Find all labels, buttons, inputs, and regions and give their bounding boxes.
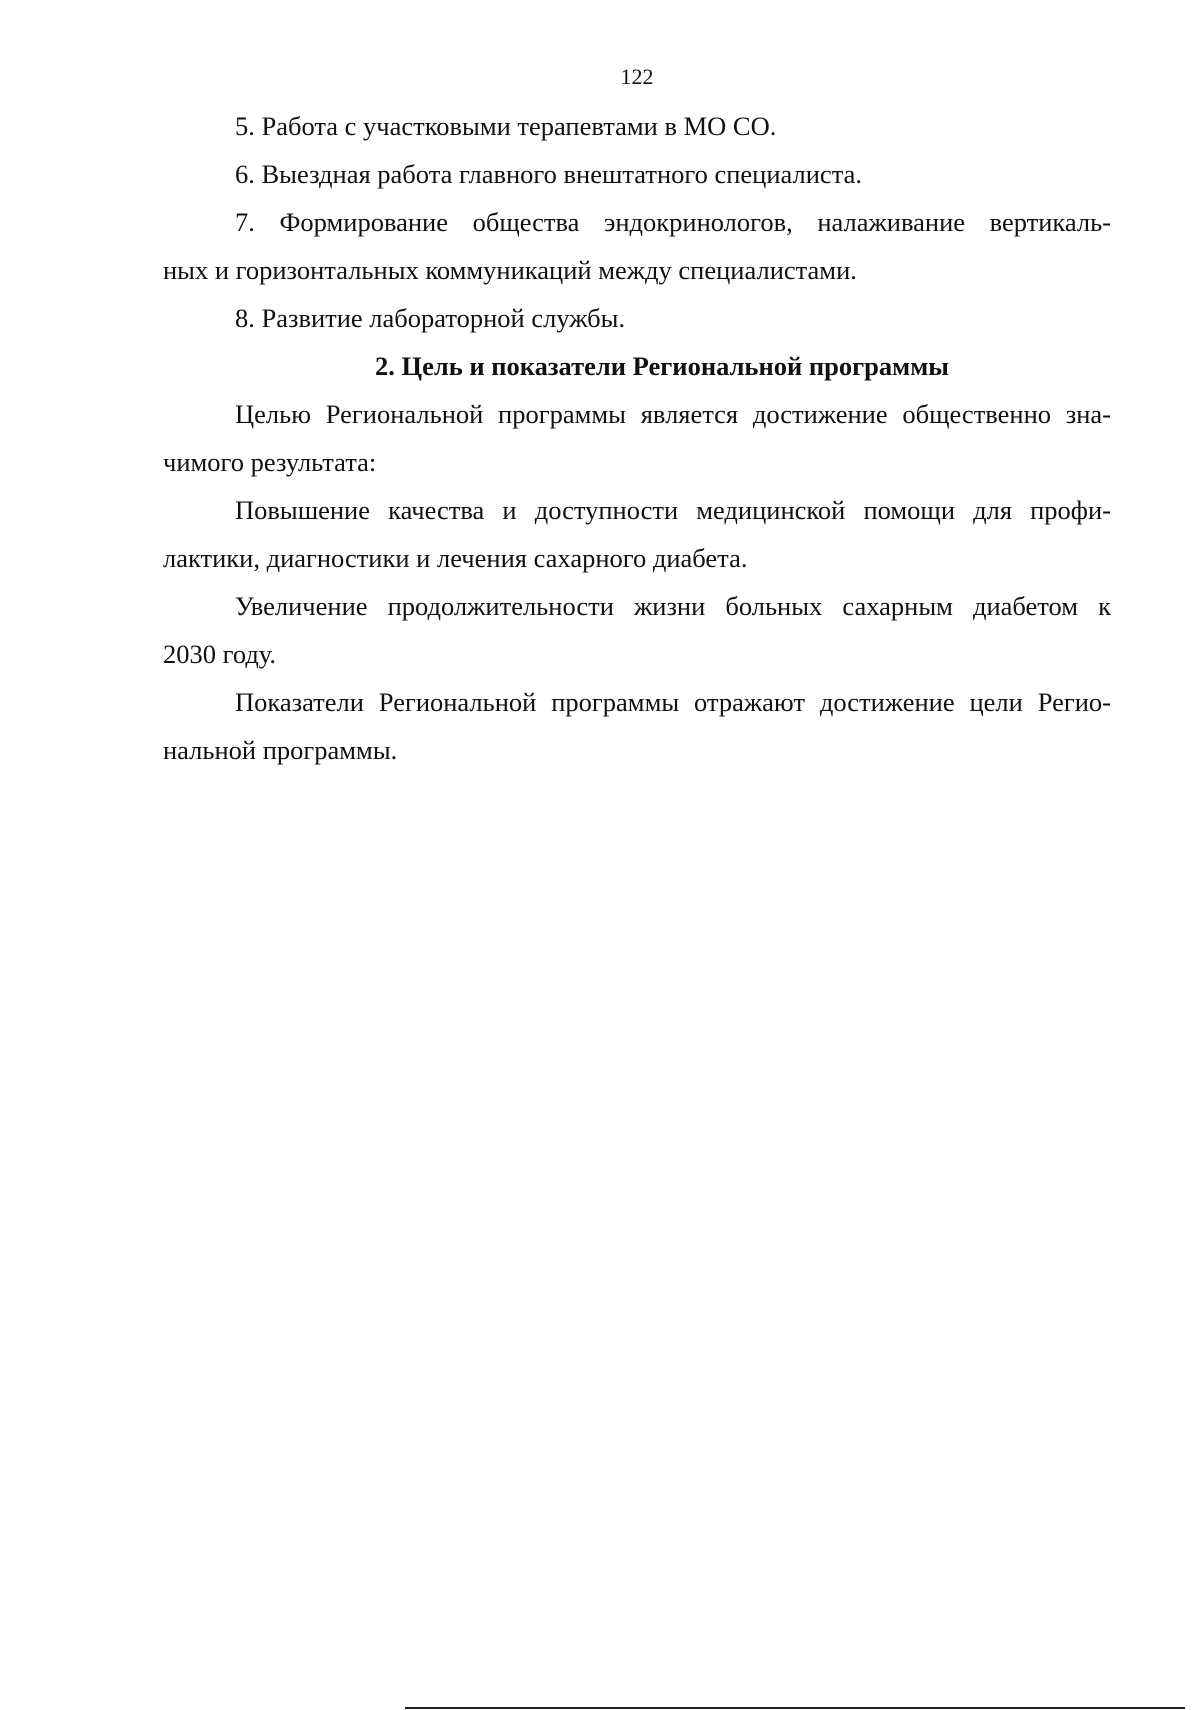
paragraph-goal-line-1: Целью Региональной программы является достижение общественно зна- [235, 399, 1111, 429]
footer-rule [405, 1707, 1185, 1709]
paragraph-quality-line-1: Повышение качества и доступности медицинской помощи для профи- [235, 495, 1111, 525]
paragraph-lifespan-line-1: Увеличение продолжительности жизни больных сахарным диабетом к [235, 591, 1111, 621]
document-body [163, 102, 1111, 774]
list-item-7-line-1: 7. Формирование общества эндокринологов, налаживание вертикаль- [235, 207, 1111, 237]
paragraph-goal-line-2: чимого результата: [163, 447, 377, 477]
section-heading: 2. Цель и показатели Региональной программы [375, 351, 949, 381]
list-item-6: 6. Выездная работа главного внештатного специалиста. [235, 159, 862, 189]
page-number: 122 [620, 64, 654, 89]
paragraph-indicators-line-1: Показатели Региональной программы отражают достижение цели Регио- [235, 687, 1111, 717]
paragraph-indicators-line-2: нальной программы. [163, 735, 398, 765]
paragraph-quality-line-2: лактики, диагностики и лечения сахарного диабета. [163, 543, 748, 573]
list-item-7-line-2: ных и горизонтальных коммуникаций между специалистами. [163, 255, 857, 285]
list-item-5: 5. Работа с участковыми терапевтами в МО СО. [235, 111, 777, 141]
list-item-8: 8. Развитие лабораторной службы. [235, 303, 626, 333]
paragraph-lifespan-line-2: 2030 году. [163, 639, 277, 669]
